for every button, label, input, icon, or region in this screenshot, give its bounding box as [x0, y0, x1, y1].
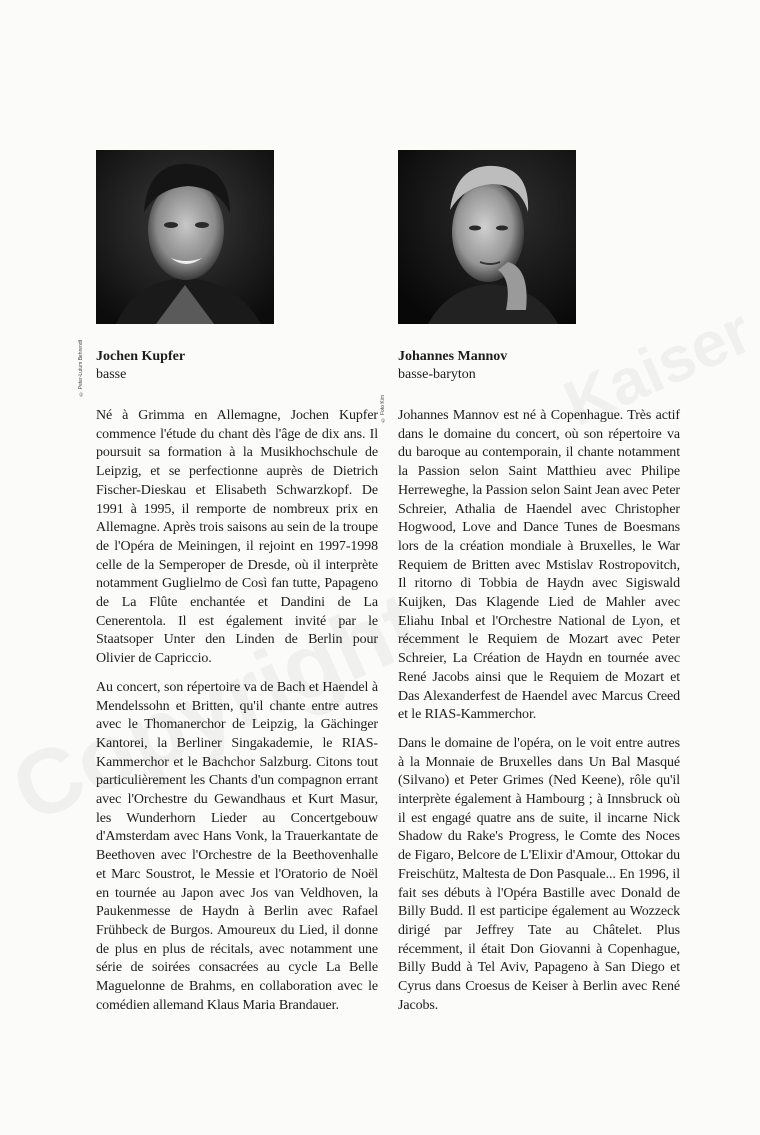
bio-paragraph-2-mannov: Dans le domaine de l'opéra, on le voit entre autres à la Monnaie de Bruxelles dans Un Bal Masqué (Silvano) et Peter Grimes (Ned Keene), rôle qu'il interprète également à Hambourg ; à Innsbruck où il est engagé quatre ans de suite, il incarne Nick Shadow du Rake's Progress, le Comte des Noces de Figaro, Belcore de L'Elixir d'Amour, Ottokar du Freischütz, Maltesta de Don Pasquale... En 1996, il fait ses débuts à l'Opéra Bastille avec Donald de Billy Budd. Il est participe également au Wozzeck dirigé par Jeffrey Tate au Châtelet. Plus récemment, il était Don Giovanni à Copenhague, Billy Budd à Tel Aviv, Papageno à San Diego et Cyrus dans Croesus de Keiser à Berlin avec René Jacobs. [398, 735, 680, 1013]
bio-paragraph-1-mannov: Johannes Mannov est né à Copenhague. Très actif dans le domaine du concert, où son répertoire va du baroque au contemporain, il chante notamment la Passion selon Saint Matthieu avec Philipe Herreweghe, la Passion selon Saint Jean avec Peter Schreier, Athalia de Haendel avec Christopher Hogwood, Love and Dance Tunes de Boesmans lors de la création mondiale à Bruxelles, le War Requiem de Britten avec Mstislav Rostropovitch, Il ritorno di Tobbia de Haydn avec Sigiswald Kuijken, Das Klagende Lied de Mahler avec Eliahu Inbal et l'Orchestre National de Lyon, et récemment le Requiem de Mozart avec Peter Schreier, La Création de Haydn en tournée avec René Jacobs ainsi que le Requiem de Mozart et Das Alexanderfest de Haendel avec Marcus Creed et le RIAS-Kammerchor. [398, 408, 680, 723]
artist-name-kupfer: Jochen Kupfer [96, 349, 186, 364]
portrait-mannov-image [398, 150, 576, 324]
artist-column-kupfer [78, 150, 378, 1026]
artist-name-mannov: Johannes Mannov [398, 349, 508, 364]
voice-type-mannov: basse-baryton [398, 367, 476, 382]
bio-paragraph-2-kupfer: Au concert, son répertoire va de Bach et Haendel à Mendelssohn et Britten, qu'il chante entre autres avec le Thomanerchor de Leipzig, la Gächinger Kantorei, la Berliner Singakademie, le RIAS-Kammerchor et le Bachchor Salzburg. Citons tout particulièrement les Chants d'un compagnon errant avec l'Orchestre du Gewandhaus et Kurt Masur, les Wunderhorn Lieder au Concertgebouw d'Amsterdam avec Hans Vonk, la Trauerkantate de Beethoven avec l'Orchestre de la Beethovenhalle et Marc Soustrot, le Messie et l'Oratorio de Noël en tournée au Japon avec Jos van Veldhoven, la Paukenmesse de Haydn à Berlin avec Rafael Frühbeck de Burgos. Amoureux du Lied, il donne de plus en plus de récitals, avec notamment une série de soirées consacrées au cycle La Belle Maguelonne de Brahms, en collaboration avec le comédien allemand Klaus Maria Brandauer. [96, 679, 378, 1013]
portrait-kupfer-image [96, 150, 274, 324]
photo-credit-kupfer: © Peter-Lutum Behrendt [78, 340, 84, 397]
bio-paragraph-1-kupfer: Né à Grimma en Allemagne, Jochen Kupfer commence l'étude du chant dès l'âge de dix ans. Il poursuit sa formation à la Musikhochschule de Leipzig, et se perfectionne auprès de Dietrich Fischer-Dieskau et Elisabeth Schwarzkopf. De 1991 à 1995, il remporte de nombreux prix en Allemagne. Après trois saisons au sein de la troupe de l'Opéra de Meiningen, il rejoint en 1997-1998 celle de la Semperoper de Dresde, où il interprète notamment Guglielmo de Così fan tutte, Papageno de La Flûte enchantée et Dandini de La Cenerentola. Il est également invité par le Staatsoper Unter den Linden de Berlin pour Olivier de Capriccio. [96, 408, 378, 667]
voice-type-kupfer: basse [96, 367, 127, 382]
photo-credit-mannov: © Foto Kim [380, 395, 386, 423]
portrait-photo-kupfer [96, 150, 274, 324]
artist-column-mannov [380, 150, 680, 1026]
portrait-photo-mannov [398, 150, 576, 324]
